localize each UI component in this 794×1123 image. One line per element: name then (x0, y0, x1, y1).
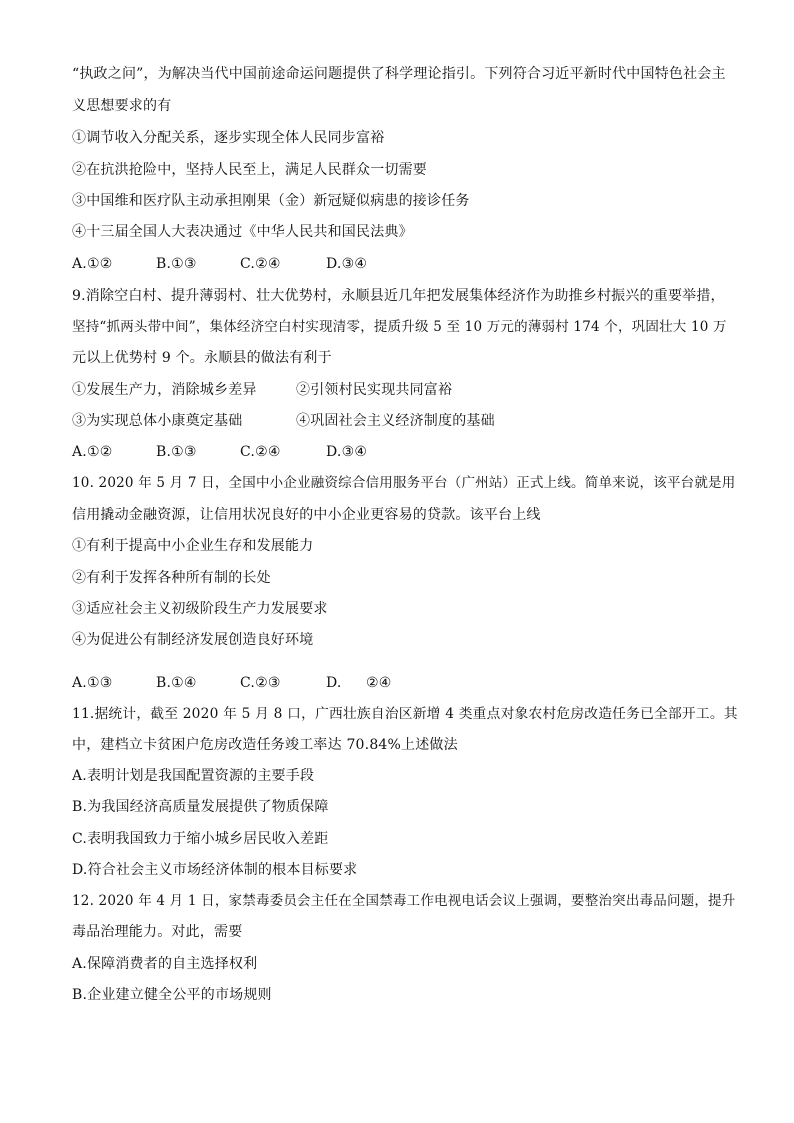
q10-option-c: C.②③ (240, 675, 281, 691)
q10-option-b: B.①④ (156, 675, 197, 691)
q9-stem-line-1: 9.消除空白村、提升薄弱村、壮大优势村，永顺县近几年把发展集体经济作为助推乡村振兴的重要举措， (72, 288, 725, 304)
q9-option-c: C.②④ (240, 444, 281, 460)
q8-option-b: B.①③ (156, 256, 197, 272)
q12-stem-line-1: 12. 2020 年 4 月 1 日，家禁毒委员会主任在全国禁毒工作电视电话会议上强调，要整治突出毒品问题，提升 (72, 893, 736, 909)
q9-item-2: ②引领村民实现共同富裕 (296, 382, 453, 398)
q9-item-1: ①发展生产力，消除城乡差异 (72, 382, 257, 398)
q11-choice-b: B.为我国经济高质量发展提供了物质保障 (72, 799, 329, 815)
q10-options (72, 673, 392, 693)
q11-choice-c: C.表明我国致力于缩小城乡居民收入差距 (72, 831, 329, 847)
q10-option-d: D. (326, 675, 342, 691)
q12-choice-a: A.保障消费者的自主选择权利 (72, 956, 258, 972)
q10-item-1: ①有利于提高中小企业生存和发展能力 (72, 538, 314, 554)
q8-stem-line-2: 义思想要求的有 (72, 98, 172, 114)
q8-option-c: C.②④ (240, 256, 281, 272)
q8-item-4: ④十三届全国人大表决通过《中华人民共和国民法典》 (72, 224, 413, 240)
q12-choice-b: B.企业建立健全公平的市场规则 (72, 987, 272, 1003)
q10-option-a: A.①③ (72, 675, 113, 691)
q11-choice-a: A.表明计划是我国配置资源的主要手段 (72, 768, 315, 784)
q8-item-1: ①调节收入分配关系，逐步实现全体人民同步富裕 (72, 130, 385, 146)
q10-stem-line-2: 信用撬动金融资源，让信用状况良好的中小企业更容易的贷款。该平台上线 (72, 507, 541, 523)
q9-stem-line-2: 坚持“抓两头带中间”，集体经济空白村实现清零，提质升级 5 至 10 万元的薄弱村 174 个，巩固壮大 10 万 (72, 319, 727, 335)
q10-item-3: ③适应社会主义初级阶段生产力发展要求 (72, 601, 328, 617)
q8-options (72, 254, 367, 274)
q8-option-a: A.①② (72, 256, 113, 272)
q8-stem-line-1: “执政之问”，为解决当代中国前途命运问题提供了科学理论指引。下列符合习近平新时代中国特色社会主 (72, 66, 726, 82)
q10-item-2: ②有利于发挥各种所有制的长处 (72, 570, 271, 586)
q11-stem-line-1: 11.据统计，截至 2020 年 5 月 8 口，广西壮族自治区新增 4 类重点对象农村危房改造任务已全部开工。其 (72, 706, 738, 722)
q11-choice-d: D.符合社会主义市场经济体制的根本目标要求 (72, 862, 358, 878)
q9-option-d: D.③④ (326, 444, 368, 460)
q9-items-row-2 (72, 411, 495, 431)
q9-option-b: B.①③ (156, 444, 197, 460)
q8-item-2: ②在抗洪抢险中，坚持人民至上，满足人民群众一切需要 (72, 162, 427, 178)
q9-options (72, 442, 367, 462)
q8-item-3: ③中国维和医疗队主动承担刚果（金）新冠疑似病患的接诊任务 (72, 193, 470, 209)
q9-stem-line-3: 元以上优势村 9 个。永顺县的做法有利于 (72, 350, 332, 366)
q12-stem-line-2: 毒品治理能力。对此，需要 (72, 924, 243, 940)
q9-item-3: ③为实现总体小康奠定基础 (72, 413, 243, 429)
q9-items-row-1 (72, 380, 452, 400)
q10-stem-line-1: 10. 2020 年 5 月 7 日，全国中小企业融资综合信用服务平台（广州站）正式上线。简单来说，该平台就是用 (72, 475, 736, 491)
q11-stem-line-2: 中，建档立卡贫困户危房改造任务竣工率达 70.84%上述做法 (72, 737, 458, 753)
q9-item-4: ④巩固社会主义经济制度的基础 (296, 413, 495, 429)
q10-option-d-value: ②④ (366, 675, 392, 691)
q9-option-a: A.①② (72, 444, 113, 460)
q10-item-4: ④为促进公有制经济发展创造良好环境 (72, 632, 314, 648)
q8-option-d: D.③④ (326, 256, 368, 272)
